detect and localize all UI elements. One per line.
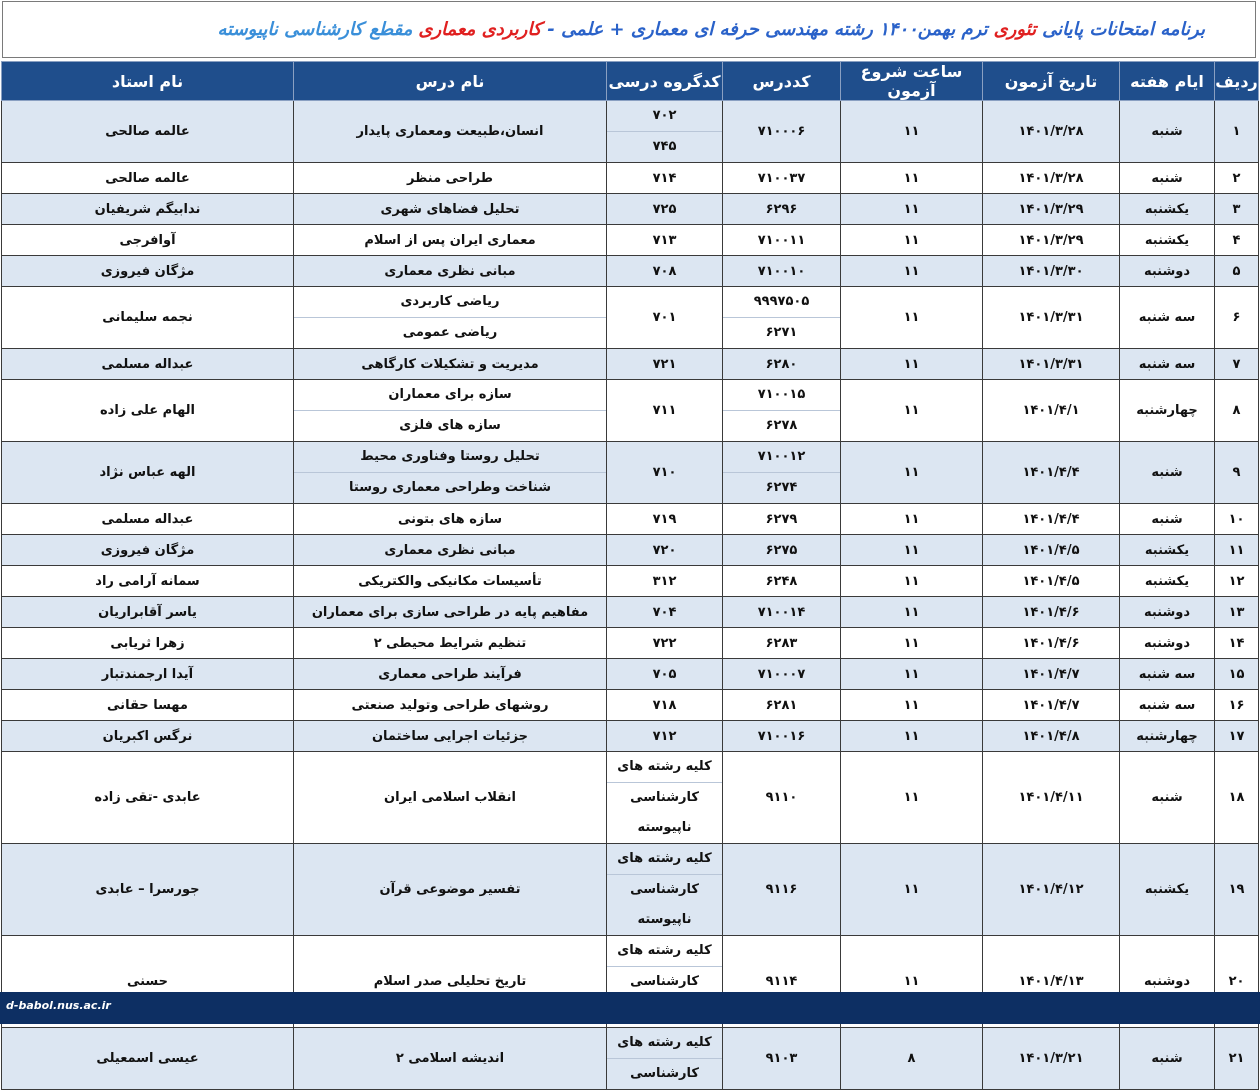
code-cell	[723, 442, 841, 504]
date-cell: ۱۴۰۱/۳/۲۱	[983, 1028, 1120, 1090]
group-cell-line: کارشناسی ناپیوسته	[607, 874, 722, 935]
code-cell: ۶۲۷۵	[723, 535, 841, 566]
date-cell: ۱۴۰۱/۴/۱۲	[983, 844, 1120, 936]
row-number-cell: ۶	[1215, 287, 1259, 349]
code-cell-line: ۹۹۹۷۵۰۵	[753, 294, 810, 309]
time-cell: ۱۱	[841, 442, 983, 504]
course-cell	[294, 442, 607, 504]
group-cell: ۷۱۹	[607, 504, 723, 535]
teacher-cell: عالمه صالحی	[2, 101, 294, 163]
date-cell: ۱۴۰۱/۴/۷	[983, 690, 1120, 721]
group-cell: ۷۱۸	[607, 690, 723, 721]
date-cell: ۱۴۰۱/۴/۵	[983, 566, 1120, 597]
group-cell: ۷۰۵	[607, 659, 723, 690]
row-number-cell: ۱۱	[1215, 535, 1259, 566]
date-cell: ۱۴۰۱/۴/۵	[983, 535, 1120, 566]
day-cell: دوشنبه	[1120, 256, 1215, 287]
teacher-cell: جورسرا – عابدی	[2, 844, 294, 936]
time-cell: ۱۱	[841, 844, 983, 936]
course-cell-line: ریاضی کاربردی	[400, 294, 500, 309]
day-cell: دوشنبه	[1120, 628, 1215, 659]
table-row	[2, 535, 1259, 566]
course-cell: تفسیر موضوعی قرآن	[294, 844, 607, 936]
time-cell: ۱۱	[841, 504, 983, 535]
row-number-cell: ۳	[1215, 194, 1259, 225]
time-cell: ۱۱	[841, 659, 983, 690]
table-row	[2, 721, 1259, 752]
group-cell: ۷۱۱	[607, 380, 723, 442]
header-group: کدگروه درسی	[607, 62, 723, 101]
table-row	[2, 690, 1259, 721]
table-row	[2, 1028, 1259, 1090]
teacher-cell: عالمه صالحی	[2, 163, 294, 194]
teacher-cell: الهام علی زاده	[2, 380, 294, 442]
time-cell: ۱۱	[841, 225, 983, 256]
course-cell-line: سازه های فلزی	[294, 410, 606, 441]
code-cell: ۹۱۱۶	[723, 844, 841, 936]
date-cell: ۱۴۰۱/۳/۳۱	[983, 287, 1120, 349]
code-cell: ۷۱۰۰۳۷	[723, 163, 841, 194]
course-cell: اندیشه اسلامی ۲	[294, 1028, 607, 1090]
day-cell: دوشنبه	[1120, 597, 1215, 628]
group-cell: ۷۱۲	[607, 721, 723, 752]
group-cell	[607, 1028, 723, 1090]
day-cell: شنبه	[1120, 1028, 1215, 1090]
date-cell: ۱۴۰۱/۴/۱	[983, 380, 1120, 442]
group-cell-line: کلیه رشته های	[617, 1035, 712, 1050]
course-cell-line: سازه برای معماران	[388, 387, 512, 402]
row-number-cell: ۱۵	[1215, 659, 1259, 690]
date-cell: ۱۴۰۱/۴/۶	[983, 597, 1120, 628]
day-cell: شنبه	[1120, 504, 1215, 535]
day-cell: یکشنبه	[1120, 194, 1215, 225]
teacher-cell: مژگان فیروزی	[2, 535, 294, 566]
code-cell: ۶۲۸۱	[723, 690, 841, 721]
date-cell: ۱۴۰۱/۳/۳۱	[983, 349, 1120, 380]
group-cell: ۷۲۱	[607, 349, 723, 380]
teacher-cell: عبداله مسلمی	[2, 504, 294, 535]
group-cell: ۷۱۰	[607, 442, 723, 504]
table-row	[2, 380, 1259, 442]
group-cell	[607, 101, 723, 163]
day-cell: چهارشنبه	[1120, 380, 1215, 442]
table-row	[2, 163, 1259, 194]
course-cell	[294, 287, 607, 349]
day-cell: یکشنبه	[1120, 844, 1215, 936]
group-cell-line: کارشناسی ناپیوسته	[607, 782, 722, 843]
header-teacher: نام استاد	[2, 62, 294, 101]
time-cell: ۱۱	[841, 349, 983, 380]
table-row	[2, 194, 1259, 225]
table-header-row	[2, 62, 1259, 101]
code-cell-line: ۷۱۰۰۱۲	[757, 449, 806, 464]
group-cell: ۷۱۴	[607, 163, 723, 194]
course-cell: مدیریت و تشکیلات کارگاهی	[294, 349, 607, 380]
title-part-5: کاربردی معماری	[418, 19, 542, 40]
course-cell: روشهای طراحی وتولید صنعتی	[294, 690, 607, 721]
group-cell: ۷۲۲	[607, 628, 723, 659]
group-cell-line: کارشناسی	[607, 966, 722, 1027]
day-cell: شنبه	[1120, 163, 1215, 194]
code-cell: ۹۱۱۰	[723, 752, 841, 844]
day-cell: دوشنبه	[1120, 936, 1215, 1028]
day-cell: یکشنبه	[1120, 535, 1215, 566]
code-cell: ۷۱۰۰۰۶	[723, 101, 841, 163]
header-day: ایام هفته	[1120, 62, 1215, 101]
course-cell: تحلیل فضاهای شهری	[294, 194, 607, 225]
teacher-cell: سمانه آرامی راد	[2, 566, 294, 597]
group-cell: ۷۱۳	[607, 225, 723, 256]
header-row-number: ردیف	[1215, 62, 1259, 101]
time-cell: ۱۱	[841, 597, 983, 628]
page-title	[2, 1, 1256, 58]
code-cell: ۶۲۴۸	[723, 566, 841, 597]
table-row	[2, 597, 1259, 628]
code-cell-line: ۷۱۰۰۱۵	[757, 387, 806, 402]
course-cell: مفاهیم پایه در طراحی سازی برای معماران	[294, 597, 607, 628]
table-row	[2, 225, 1259, 256]
table-row	[2, 628, 1259, 659]
course-cell	[294, 380, 607, 442]
teacher-cell: مهسا حقانی	[2, 690, 294, 721]
date-cell: ۱۴۰۱/۳/۳۰	[983, 256, 1120, 287]
group-cell-line: کارشناسی	[607, 1058, 722, 1089]
teacher-cell: آیدا ارجمندتبار	[2, 659, 294, 690]
course-cell: طراحی منظر	[294, 163, 607, 194]
footer-bar	[0, 992, 1260, 1024]
code-cell-line: ۶۲۷۱	[723, 317, 840, 348]
group-cell	[607, 752, 723, 844]
code-cell	[723, 380, 841, 442]
course-cell: معماری ایران پس از اسلام	[294, 225, 607, 256]
time-cell: ۱۱	[841, 256, 983, 287]
row-number-cell: ۲۱	[1215, 1028, 1259, 1090]
teacher-cell: مژگان فیروزی	[2, 256, 294, 287]
day-cell: یکشنبه	[1120, 566, 1215, 597]
time-cell: ۱۱	[841, 535, 983, 566]
code-cell: ۶۲۸۰	[723, 349, 841, 380]
code-cell: ۷۱۰۰۱۴	[723, 597, 841, 628]
date-cell: ۱۴۰۱/۴/۴	[983, 504, 1120, 535]
time-cell: ۱۱	[841, 101, 983, 163]
group-cell: ۳۱۲	[607, 566, 723, 597]
header-course: نام درس	[294, 62, 607, 101]
time-cell: ۱۱	[841, 287, 983, 349]
table-row	[2, 659, 1259, 690]
code-cell: ۶۲۸۳	[723, 628, 841, 659]
row-number-cell: ۱۳	[1215, 597, 1259, 628]
date-cell: ۱۴۰۱/۴/۶	[983, 628, 1120, 659]
table-row	[2, 844, 1259, 936]
day-cell: سه شنبه	[1120, 349, 1215, 380]
group-cell: ۷۰۴	[607, 597, 723, 628]
date-cell: ۱۴۰۱/۴/۱۳	[983, 936, 1120, 1028]
code-cell: ۷۱۰۰۱۰	[723, 256, 841, 287]
title-part-4: مهندسی حرفه ای معماری + علمی -	[547, 19, 828, 40]
table-row	[2, 442, 1259, 504]
row-number-cell: ۷	[1215, 349, 1259, 380]
time-cell: ۱۱	[841, 163, 983, 194]
table-row	[2, 287, 1259, 349]
row-number-cell: ۱۶	[1215, 690, 1259, 721]
time-cell: ۱۱	[841, 690, 983, 721]
teacher-cell: حسنی	[2, 936, 294, 1028]
time-cell: ۱۱	[841, 380, 983, 442]
table-row	[2, 752, 1259, 844]
table-row	[2, 256, 1259, 287]
title-part-1: برنامه امتحانات پایانی	[1042, 19, 1205, 40]
row-number-cell: ۹	[1215, 442, 1259, 504]
code-cell: ۷۱۰۰۱۱	[723, 225, 841, 256]
row-number-cell: ۱۸	[1215, 752, 1259, 844]
code-cell: ۶۲۹۶	[723, 194, 841, 225]
day-cell: شنبه	[1120, 442, 1215, 504]
date-cell: ۱۴۰۱/۳/۲۸	[983, 101, 1120, 163]
course-cell: مبانی نظری معماری	[294, 256, 607, 287]
teacher-cell: نجمه سلیمانی	[2, 287, 294, 349]
header-time: ساعت شروع آزمون	[841, 62, 983, 101]
teacher-cell: یاسر آقابراریان	[2, 597, 294, 628]
course-cell: تنظیم شرایط محیطی ۲	[294, 628, 607, 659]
course-cell: تاریخ تحلیلی صدر اسلام	[294, 936, 607, 1028]
group-cell: ۷۰۱	[607, 287, 723, 349]
course-cell: انقلاب اسلامی ایران	[294, 752, 607, 844]
teacher-cell: نرگس اکبریان	[2, 721, 294, 752]
code-cell	[723, 287, 841, 349]
row-number-cell: ۱	[1215, 101, 1259, 163]
date-cell: ۱۴۰۱/۳/۲۸	[983, 163, 1120, 194]
group-cell	[607, 844, 723, 936]
row-number-cell: ۴	[1215, 225, 1259, 256]
date-cell: ۱۴۰۱/۴/۸	[983, 721, 1120, 752]
title-part-2: تئوری	[993, 19, 1037, 40]
date-cell: ۱۴۰۱/۴/۷	[983, 659, 1120, 690]
code-cell: ۶۲۷۹	[723, 504, 841, 535]
code-cell: ۷۱۰۰۱۶	[723, 721, 841, 752]
group-cell-line: کلیه رشته های	[617, 943, 712, 958]
teacher-cell: عابدی -تقی زاده	[2, 752, 294, 844]
course-cell: تأسیسات مکانیکی والکتریکی	[294, 566, 607, 597]
date-cell: ۱۴۰۱/۳/۲۹	[983, 194, 1120, 225]
course-cell: انسان،طبیعت ومعماری پایدار	[294, 101, 607, 163]
time-cell: ۱۱	[841, 194, 983, 225]
group-cell-line: ۷۴۵	[607, 131, 722, 162]
time-cell: ۱۱	[841, 721, 983, 752]
group-cell-line: ۷۰۲	[652, 108, 677, 123]
teacher-cell: الهه عباس نژاد	[2, 442, 294, 504]
row-number-cell: ۱۰	[1215, 504, 1259, 535]
day-cell: سه شنبه	[1120, 287, 1215, 349]
day-cell: شنبه	[1120, 101, 1215, 163]
row-number-cell: ۸	[1215, 380, 1259, 442]
row-number-cell: ۲۰	[1215, 936, 1259, 1028]
time-cell: ۱۱	[841, 752, 983, 844]
table-row	[2, 101, 1259, 163]
date-cell: ۱۴۰۱/۴/۴	[983, 442, 1120, 504]
group-cell: ۷۰۸	[607, 256, 723, 287]
course-cell-line: تحلیل روستا وفناوری محیط	[360, 449, 540, 464]
footer-site: d-babol.nus.ac.ir	[6, 999, 111, 1012]
day-cell: شنبه	[1120, 752, 1215, 844]
code-cell: ۷۱۰۰۰۷	[723, 659, 841, 690]
table-row	[2, 349, 1259, 380]
code-cell: ۹۱۱۴	[723, 936, 841, 1028]
table-row	[2, 504, 1259, 535]
group-cell: ۷۲۵	[607, 194, 723, 225]
teacher-cell: ندابیگم شریفیان	[2, 194, 294, 225]
day-cell: سه شنبه	[1120, 659, 1215, 690]
header-date: تاریخ آزمون	[983, 62, 1120, 101]
course-cell-line: شناخت وطراحی معماری روستا	[294, 472, 606, 503]
day-cell: چهارشنبه	[1120, 721, 1215, 752]
teacher-cell: آوافرجی	[2, 225, 294, 256]
code-cell: ۹۱۰۳	[723, 1028, 841, 1090]
row-number-cell: ۲	[1215, 163, 1259, 194]
row-number-cell: ۱۹	[1215, 844, 1259, 936]
code-cell-line: ۶۲۷۸	[723, 410, 840, 441]
header-code: کددرس	[723, 62, 841, 101]
time-cell: ۸	[841, 1028, 983, 1090]
title-part-6: مقطع کارشناسی ناپیوسته	[217, 19, 413, 40]
row-number-cell: ۵	[1215, 256, 1259, 287]
group-cell: ۷۲۰	[607, 535, 723, 566]
code-cell-line: ۶۲۷۴	[723, 472, 840, 503]
time-cell: ۱۱	[841, 628, 983, 659]
table-row	[2, 566, 1259, 597]
row-number-cell: ۱۷	[1215, 721, 1259, 752]
table-body	[2, 101, 1259, 1090]
group-cell-line: کلیه رشته های	[617, 851, 712, 866]
row-number-cell: ۱۲	[1215, 566, 1259, 597]
row-number-cell: ۱۴	[1215, 628, 1259, 659]
group-cell-line: کلیه رشته های	[617, 759, 712, 774]
teacher-cell: عیسی اسمعیلی	[2, 1028, 294, 1090]
teacher-cell: زهرا ثریابی	[2, 628, 294, 659]
day-cell: یکشنبه	[1120, 225, 1215, 256]
course-cell-line: ریاضی عمومی	[294, 317, 606, 348]
course-cell: فرآیند طراحی معماری	[294, 659, 607, 690]
time-cell: ۱۱	[841, 936, 983, 1028]
course-cell: مبانی نظری معماری	[294, 535, 607, 566]
course-cell: جزئیات اجرایی ساختمان	[294, 721, 607, 752]
time-cell: ۱۱	[841, 566, 983, 597]
date-cell: ۱۴۰۱/۴/۱۱	[983, 752, 1120, 844]
course-cell: سازه های بتونی	[294, 504, 607, 535]
date-cell: ۱۴۰۱/۳/۲۹	[983, 225, 1120, 256]
exam-schedule-table	[1, 61, 1259, 1090]
day-cell: سه شنبه	[1120, 690, 1215, 721]
teacher-cell: عبداله مسلمی	[2, 349, 294, 380]
title-part-3: ترم بهمن۱۴۰۰ رشته	[834, 19, 988, 40]
